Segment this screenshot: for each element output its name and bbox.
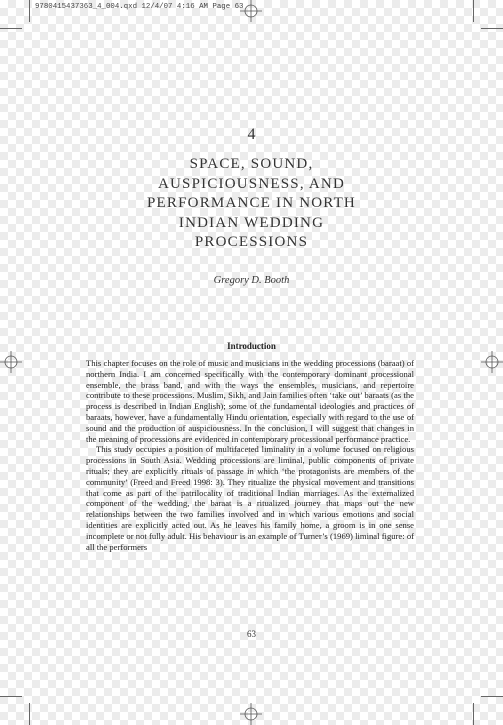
paragraph: This study occupies a position of multifaceted liminality in a volume focused on religious processions in South Asia. Wedding processions are liminal, public components of private rituals; they are explicitly rituals of passage in which ‘the protagonists are members of the community’ (Freed and Freed 1998: 3). They ritualize the physical movement and transitions that come as part of the patrilocality of traditional Indian marriages. As the externalized component of the wedding, the baraat is a ritualized journey that maps out the new relationships between the two families involved and in which various emotions and social identities are explicitly acted out. As he leaves his family home, a groom is in one sense incomplete or not fully adult. His behaviour is an example of Turner’s (1969) liminal figure: of all the performers [86, 444, 414, 552]
author-name: Gregory D. Booth [213, 275, 290, 286]
page-number: 63 [247, 629, 256, 639]
paragraph: This chapter focuses on the role of music and musicians in the wedding processions (baraat) of northern India. I am concerned specifically with the contemporary dominant processional ensemble, the brass band, and with the ways the ensembles, musicians, and repertoire contribute to these processions. Muslim, Sikh, and Jain families often ‘take out’ baraats (as the process is described in Indian English); some of the fundamental ideologies and practices of baraats, however, have a fundamentally Hindu orientation, especially with regard to the use of sound and the production of auspiciousness. In the conclusion, I will suggest that changes in the meaning of processions are evidenced in contemporary processional performance practice. [86, 358, 414, 444]
crop-mark-bottom-right [473, 703, 474, 725]
registration-mark-top [240, 0, 262, 22]
chapter-title [110, 155, 393, 253]
crop-mark-bottom-left [29, 703, 30, 725]
body-text [86, 358, 414, 552]
crop-mark-top-left [29, 0, 30, 22]
chapter-title-line: AUSPICIOUSNESS, AND [157, 175, 345, 192]
chapter-title-line: INDIAN WEDDING [178, 214, 325, 231]
chapter-title-line: PERFORMANCE IN NORTH [147, 195, 356, 211]
chapter-title-line: PROCESSIONS [194, 234, 309, 250]
crop-mark-top-right [473, 0, 474, 22]
registration-mark-left [0, 351, 22, 373]
crop-mark-bottom-right-horizontal [481, 696, 503, 697]
chapter-number: 4 [247, 126, 256, 143]
registration-mark-bottom [240, 703, 262, 725]
crop-mark-top-right-horizontal [481, 28, 503, 29]
registration-mark-right [481, 351, 503, 373]
print-slug-line: 9780415437363_4_004.qxd 12/4/07 4:16 AM Page 63 [35, 3, 244, 11]
chapter-title-line: SPACE, SOUND, [189, 156, 314, 172]
crop-mark-bottom-left-horizontal [0, 696, 22, 697]
crop-mark-top-left-horizontal [0, 28, 22, 29]
section-heading: Introduction [227, 341, 276, 351]
